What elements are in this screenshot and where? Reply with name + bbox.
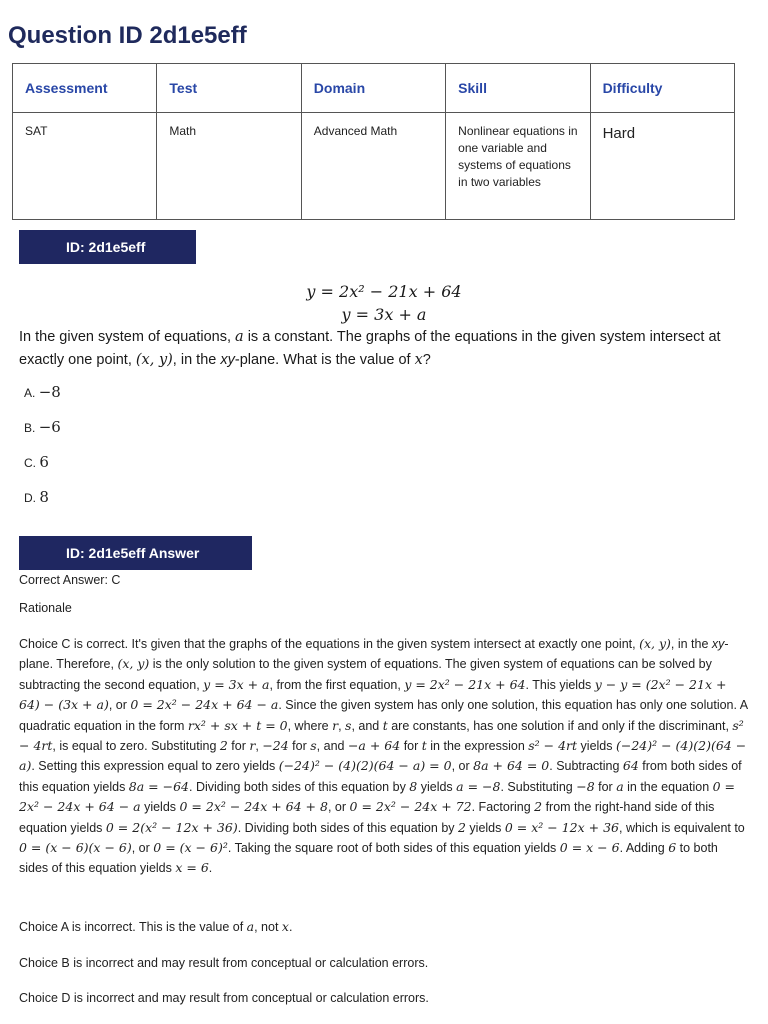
choice-value: −6: [38, 418, 61, 436]
meta-value-test: Math: [157, 113, 301, 220]
math-expression: −8: [576, 778, 595, 794]
text-run: -plane. Therefore,: [19, 637, 729, 672]
text-run: yields: [465, 820, 505, 835]
meta-value-skill: Nonlinear equations in one variable and systems of equations in two variables: [446, 113, 590, 220]
math-expression: 2: [219, 738, 228, 754]
stem-text: , in the: [172, 352, 221, 368]
math-expression: 0 = 2x² − 24x + 72: [349, 799, 472, 815]
text-run: Choice C is correct. It's given that the graphs of the equations in the given system intersect at exactly one point,: [19, 637, 640, 651]
text-run: , or: [131, 841, 154, 856]
text-run: , is equal to zero. Substituting: [52, 739, 220, 754]
text-run: for: [227, 739, 250, 754]
math-expression: 2: [534, 799, 543, 815]
math-expression: −24: [262, 738, 289, 754]
text-run: .: [288, 920, 293, 934]
math-expression: t: [421, 738, 427, 754]
text-run: in the expression: [426, 739, 529, 754]
meta-header-domain: Domain: [301, 64, 445, 113]
math-expression: 2: [458, 819, 466, 835]
math-expression: r: [249, 738, 256, 754]
stem-text: ?: [422, 352, 431, 368]
choice-a[interactable]: [24, 383, 61, 401]
page-title: Question ID 2d1e5eff: [8, 22, 247, 49]
rationale-label: Rationale: [19, 601, 72, 615]
choice-b-explanation: Choice B is incorrect and may result from conceptual or calculation errors.: [19, 956, 429, 970]
choice-value: 8: [39, 488, 49, 506]
math-expression: y = 2x² − 21x + 64: [404, 676, 526, 692]
math-expression: s² − 4rt: [528, 738, 578, 754]
text-run: . Since the given system has only one solution, this equation has only one solution. A quadratic equation in the form: [19, 698, 748, 733]
math-expression: rx² + sx + t = 0: [187, 717, 288, 733]
math-expression: 0 = 2(x² − 12x + 36): [105, 819, 238, 835]
meta-value-domain: Advanced Math: [301, 113, 445, 220]
text-run: , which is equivalent to: [619, 820, 745, 835]
stem-math: a: [235, 329, 244, 345]
text-run: . Adding: [619, 841, 669, 856]
text-run: , from the first equation,: [269, 677, 405, 692]
meta-value-assessment: SAT: [13, 113, 157, 220]
math-expression: 0 = 2x² − 24x + 64 − a: [130, 697, 279, 713]
math-expression: 8a + 64 = 0: [473, 758, 550, 774]
stem-math: (x, y): [135, 352, 173, 368]
choice-d-explanation: Choice D is incorrect and may result from conceptual or calculation errors.: [19, 991, 429, 1005]
text-run: .: [208, 861, 213, 876]
question-stem: [19, 326, 739, 372]
text-run: , and: [316, 739, 348, 754]
text-run: . Factoring: [471, 800, 535, 815]
math-expression: a = −8: [456, 778, 501, 794]
text-run: ,: [338, 718, 346, 733]
math-expression: −a + 64: [347, 738, 401, 754]
correct-answer: Correct Answer: C: [19, 573, 121, 587]
text-run: xy: [711, 637, 725, 651]
text-run: , and: [351, 718, 383, 733]
math-expression: 6: [668, 840, 677, 856]
math-expression: r: [332, 717, 339, 733]
text-run: ,: [255, 739, 263, 754]
choice-d[interactable]: [24, 488, 49, 506]
text-run: from both sides of this equation yields: [19, 759, 742, 794]
text-run: for: [594, 779, 617, 794]
math-expression: 0 = (x − 6)(x − 6): [19, 840, 132, 856]
math-expression: (−24)² − (4)(2)(64 − a) = 0: [278, 758, 452, 774]
choice-letter: C.: [24, 456, 36, 470]
stem-math: x: [414, 352, 423, 368]
text-run: . Substituting: [500, 779, 577, 794]
meta-header-row: [13, 64, 735, 113]
meta-header-test: Test: [157, 64, 301, 113]
text-run: in the equation: [623, 779, 713, 794]
math-expression: s² − 4rt: [19, 717, 744, 754]
choice-letter: D.: [24, 491, 36, 505]
math-expression: 8a = −64: [128, 778, 190, 794]
choice-a-explanation: [19, 919, 292, 934]
math-expression: y = 3x + a: [203, 676, 270, 692]
text-run: . This yields: [525, 677, 595, 692]
stem-text: In the given system of equations,: [19, 329, 236, 345]
text-run: for: [288, 739, 311, 754]
equation-1: y = 2x² − 21x + 64: [306, 282, 462, 301]
text-run: from the right-hand side of this equation yields: [19, 800, 715, 835]
text-run: yields: [417, 779, 457, 794]
text-run: , not: [254, 920, 282, 934]
math-expression: 64: [622, 758, 639, 774]
text-run: . Setting this expression equal to zero yields: [31, 759, 279, 774]
text-run: , or: [451, 759, 474, 774]
meta-value-row: [13, 113, 735, 220]
math-expression: a: [246, 919, 255, 934]
choice-c[interactable]: [24, 453, 49, 471]
meta-header-difficulty: Difficulty: [590, 64, 734, 113]
choice-letter: A.: [24, 386, 36, 400]
text-run: yields: [577, 739, 616, 754]
text-run: are constants, has one solution if and only if the discriminant,: [387, 718, 733, 733]
choice-value: −8: [38, 383, 61, 401]
text-run: . Dividing both sides of this equation by: [237, 820, 458, 835]
math-expression: a: [616, 778, 624, 794]
meta-header-skill: Skill: [446, 64, 590, 113]
math-expression: y − y = (2x² − 21x + 64) − (3x + a): [19, 676, 727, 713]
equation-2: y = 3x + a: [341, 305, 427, 324]
math-expression: 0 = x − 6: [559, 840, 620, 856]
text-run: . Dividing both sides of this equation by: [189, 779, 410, 794]
text-run: , where: [287, 718, 333, 733]
text-run: , or: [327, 800, 350, 815]
stem-text: xy: [220, 352, 235, 368]
math-expression: (−24)² − (4)(2)(64 − a): [19, 738, 747, 774]
rationale-text: [19, 634, 749, 879]
text-run: is the only solution to the given system of equations. The given system of equations can be solved by subtracting the second equation,: [19, 657, 712, 692]
meta-value-difficulty: Hard: [590, 113, 734, 220]
meta-header-assessment: Assessment: [13, 64, 157, 113]
math-expression: (x, y): [117, 656, 150, 672]
text-run: . Taking the square root of both sides of this equation yields: [227, 841, 560, 856]
stem-text: is a constant. The graphs of the equations in the given system intersect at exactly one point,: [19, 329, 721, 368]
text-run: for: [400, 739, 422, 754]
text-run: Choice A is incorrect. This is the value of: [19, 920, 247, 934]
math-expression: s: [310, 738, 317, 754]
math-expression: x: [281, 919, 289, 934]
math-expression: 0 = 2x² − 24x + 64 − a: [19, 778, 736, 815]
math-expression: 0 = x² − 12x + 36: [504, 819, 619, 835]
math-expression: x = 6: [175, 860, 209, 876]
math-expression: s: [345, 717, 352, 733]
text-run: , in the: [670, 637, 712, 651]
choice-b[interactable]: [24, 418, 61, 436]
text-run: , or: [108, 698, 131, 713]
math-expression: 8: [409, 778, 418, 794]
math-expression: 0 = (x − 6)²: [153, 840, 228, 856]
math-expression: 0 = 2x² − 24x + 64 + 8: [179, 799, 328, 815]
stem-text: -plane. What is the value of: [234, 352, 415, 368]
text-run: to both sides of this equation yields: [19, 841, 718, 876]
text-run: . Subtracting: [549, 759, 623, 774]
choice-value: 6: [39, 453, 49, 471]
question-id-bar: ID: 2d1e5eff: [19, 230, 196, 264]
math-expression: t: [382, 717, 388, 733]
text-run: yields: [140, 800, 180, 815]
question-meta-table: [12, 63, 735, 220]
choice-letter: B.: [24, 421, 36, 435]
answer-id-bar: ID: 2d1e5eff Answer: [19, 536, 252, 570]
math-expression: (x, y): [639, 636, 671, 651]
